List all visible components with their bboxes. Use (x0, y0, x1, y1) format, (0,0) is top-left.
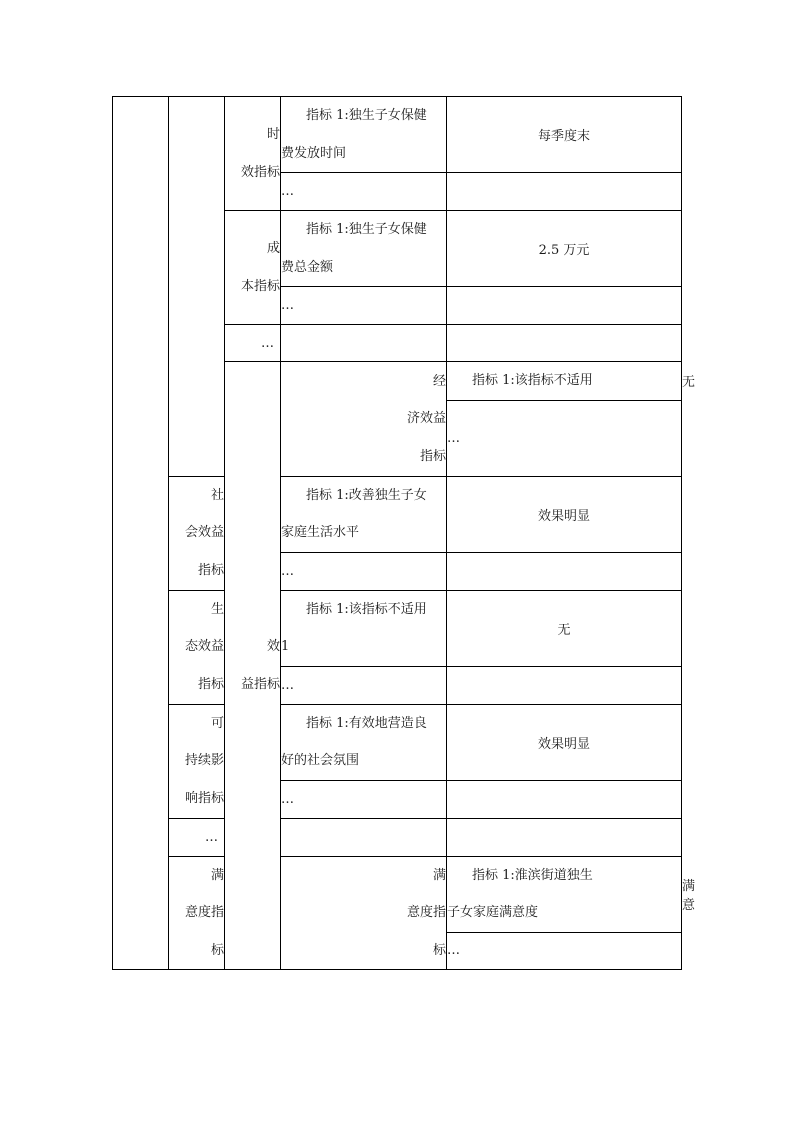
empty-value-cell (447, 552, 682, 590)
value-sustainable: 效果明显 (447, 704, 682, 780)
table-row (113, 590, 682, 666)
empty-value-cell (447, 287, 682, 325)
subcategory-cost: 成 本指标 (225, 211, 281, 325)
table-row: 满 意度指 标 满 意度指 标 指标 1:淮滨街道独生 子女家庭满意度 满意 (113, 856, 682, 932)
ellipsis-cell: … (447, 400, 682, 476)
indicator-social: 指标 1:改善独生子女 家庭生活水平 (281, 476, 447, 552)
value-timeliness: 每季度末 (447, 97, 682, 173)
empty-value-cell (447, 666, 682, 704)
subcategory-social: 社 会效益 指标 (169, 476, 225, 590)
table-row: 效 益指标 经 济效益 指标 指标 1:该指标不适用 无 (113, 362, 682, 401)
ellipsis-cell: … (281, 552, 447, 590)
indicator-ecological: 指标 1:该指标不适用 1 (281, 590, 447, 666)
table-row (113, 97, 682, 173)
table-row (113, 818, 682, 856)
first-level-category-cell (113, 97, 169, 970)
indicator-sustainable: 指标 1:有效地营造良 好的社会氛围 (281, 704, 447, 780)
value-cost: 2.5 万元 (447, 211, 682, 287)
ellipsis-cell: … (281, 666, 447, 704)
subcategory-sustainable: 可 持续影 响指标 (169, 704, 225, 818)
value-social: 效果明显 (447, 476, 682, 552)
subcategory-satisfaction: 满 意度指 标 (281, 856, 447, 970)
ellipsis-cell: … (281, 780, 447, 818)
indicator-timeliness: 指标 1:独生子女保健 费发放时间 (281, 97, 447, 173)
indicator-satisfaction: 指标 1:淮滨街道独生 子女家庭满意度 (447, 856, 682, 932)
category-satisfaction: 满 意度指 标 (169, 856, 225, 970)
ellipsis-cell: … (447, 932, 682, 969)
subcategory-economic: 经 济效益 指标 (281, 362, 447, 477)
table-row (113, 476, 682, 552)
empty-value-cell (447, 173, 682, 211)
ellipsis-cell: … (281, 287, 447, 325)
empty-value-cell (447, 818, 682, 856)
value-ecological: 无 (447, 590, 682, 666)
category-benefit: 效 益指标 (225, 362, 281, 970)
empty-value-cell (447, 780, 682, 818)
subcategory-ecological: 生 态效益 指标 (169, 590, 225, 704)
empty-cell (281, 818, 447, 856)
performance-indicator-table (112, 96, 696, 970)
indicator-cost: 指标 1:独生子女保健 费总金额 (281, 211, 447, 287)
subcategory-timeliness: 时 效指标 (225, 97, 281, 211)
ellipsis-cell: … (169, 818, 225, 856)
output-category-cell (169, 97, 225, 477)
indicator-economic: 指标 1:该指标不适用 (447, 362, 682, 401)
ellipsis-cell: … (225, 325, 281, 362)
table-row (113, 704, 682, 780)
empty-cell (281, 325, 447, 362)
ellipsis-cell: … (281, 173, 447, 211)
empty-value-cell (447, 325, 682, 362)
